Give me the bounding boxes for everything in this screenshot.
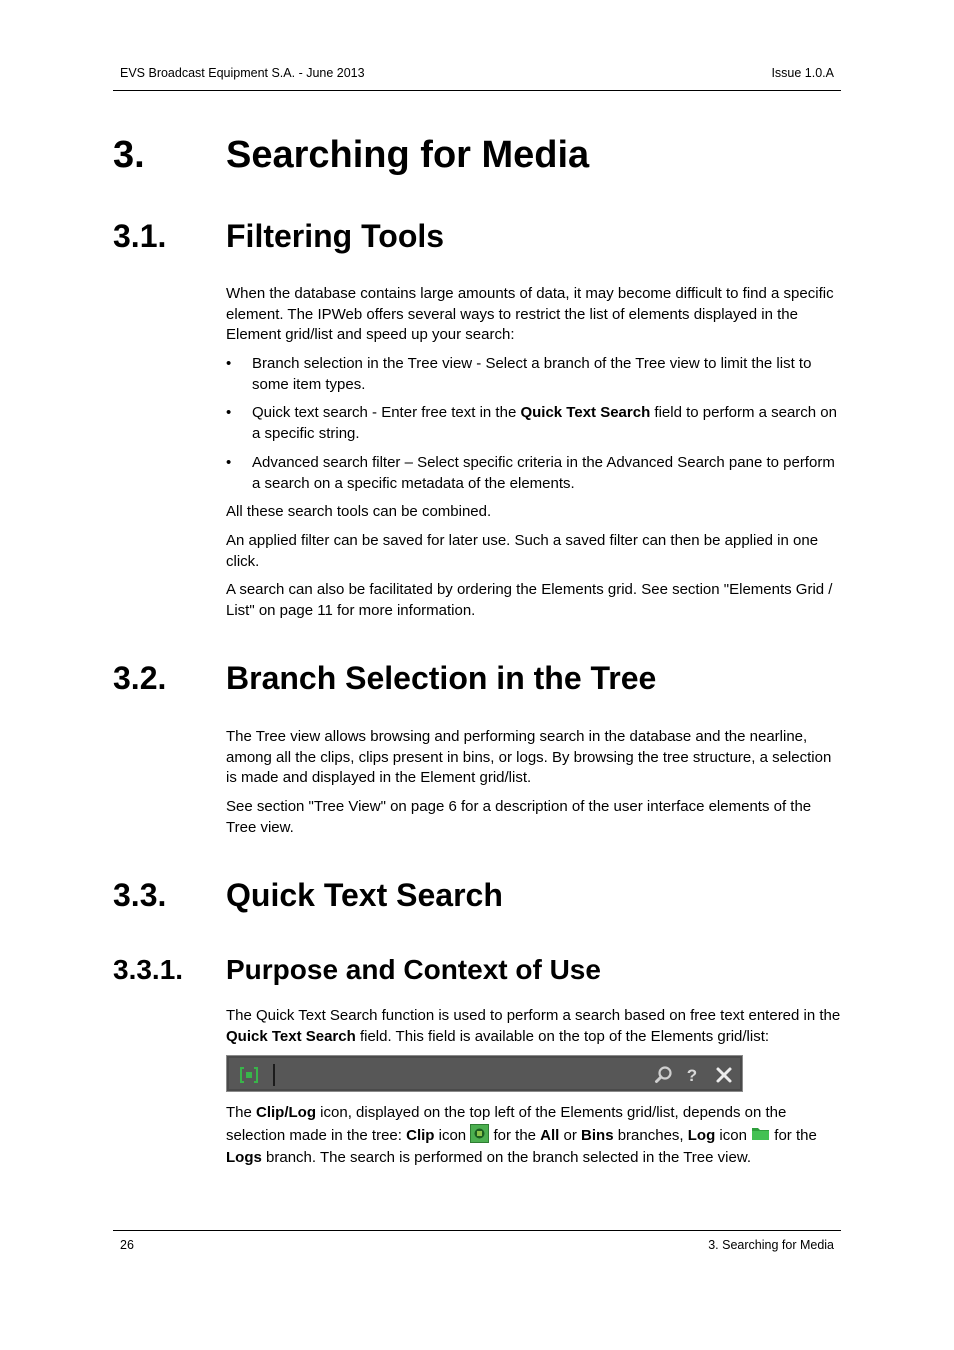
paragraph: An applied filter can be saved for later use. Such a saved filter can then be applied in one click. <box>226 532 819 570</box>
paragraph: A search can also be facilitated by ordering the Elements grid. See section "Elements Grid / List" on page 11 for more information. <box>226 581 833 619</box>
heading-title: Quick Text Search <box>226 877 503 913</box>
bullet: • <box>226 454 232 471</box>
paragraph: All these search tools can be combined. <box>226 503 492 520</box>
paragraph-clip-log: The Clip/Log icon, displayed on the top left of the Elements grid/list, depends on the selection made in the tree: Clip icon for the All or Bins branches, Log icon for the Logs branch. The search is performed on the branch selected in the Tree view. <box>226 1104 817 1166</box>
search-icon[interactable] <box>654 1065 674 1085</box>
heading-number: 3.1. <box>113 218 167 254</box>
header-left: EVS Broadcast Equipment S.A. - June 2013 <box>120 66 365 80</box>
page-number: 26 <box>120 1238 134 1252</box>
heading-number: 3.2. <box>113 660 167 696</box>
bullet-text: Quick text search - Enter free text in the Quick Text Search field to perform a search on a specific string. <box>252 404 837 442</box>
log-icon <box>751 1124 770 1143</box>
clip-icon <box>470 1124 489 1143</box>
heading-title: Purpose and Context of Use <box>226 954 601 985</box>
heading-number: 3.3.1. <box>113 954 184 985</box>
paragraph-intro: When the database contains large amounts of data, it may become difficult to find a specific element. The IPWeb offers several ways to restrict the list of elements displayed in the Element grid/list and speed up your search: <box>226 285 834 343</box>
paragraph: The Quick Text Search function is used to perform a search based on free text entered in the Quick Text Search field. This field is available on the top of the Elements grid/list: <box>226 1007 841 1045</box>
search-field[interactable] <box>229 1058 740 1089</box>
list-item <box>226 354 841 395</box>
bullet: • <box>226 355 232 372</box>
paragraph: The Tree view allows browsing and performing search in the database and the nearline, among all the clips, clips present in bins, or logs. By browsing the tree structure, a selection is made and displayed in the Element grid/list. <box>226 728 832 786</box>
heading-title: Searching for Media <box>226 134 590 176</box>
bullet-text: Advanced search filter – Select specific criteria in the Advanced Search pane to perform a search on a specific metadata of the elements. <box>252 454 835 492</box>
quick-text-search-bar <box>226 1055 743 1092</box>
bullet: • <box>226 404 232 421</box>
header-right: Issue 1.0.A <box>771 66 834 80</box>
header-rule <box>113 90 841 91</box>
heading-number: 3. <box>113 134 145 176</box>
bullet-text: Branch selection in the Tree view - Select a branch of the Tree view to limit the list to some item types. <box>252 355 812 393</box>
close-icon[interactable] <box>714 1065 734 1085</box>
list-item <box>226 403 841 444</box>
svg-text:?: ? <box>686 1066 698 1085</box>
help-icon[interactable] <box>682 1065 702 1085</box>
quick-text-search-term: Quick Text Search <box>520 404 651 421</box>
footer-rule <box>113 1230 841 1231</box>
paragraph: See section "Tree View" on page 6 for a description of the user interface elements of the Tree view. <box>226 798 812 836</box>
footer-chapter: 3. Searching for Media <box>708 1238 834 1252</box>
clip-log-icon[interactable] <box>239 1065 259 1085</box>
heading-title: Filtering Tools <box>226 218 445 254</box>
list-item <box>226 453 841 494</box>
heading-title: Branch Selection in the Tree <box>226 660 657 696</box>
heading-number: 3.3. <box>113 877 167 913</box>
text-cursor <box>273 1064 275 1086</box>
